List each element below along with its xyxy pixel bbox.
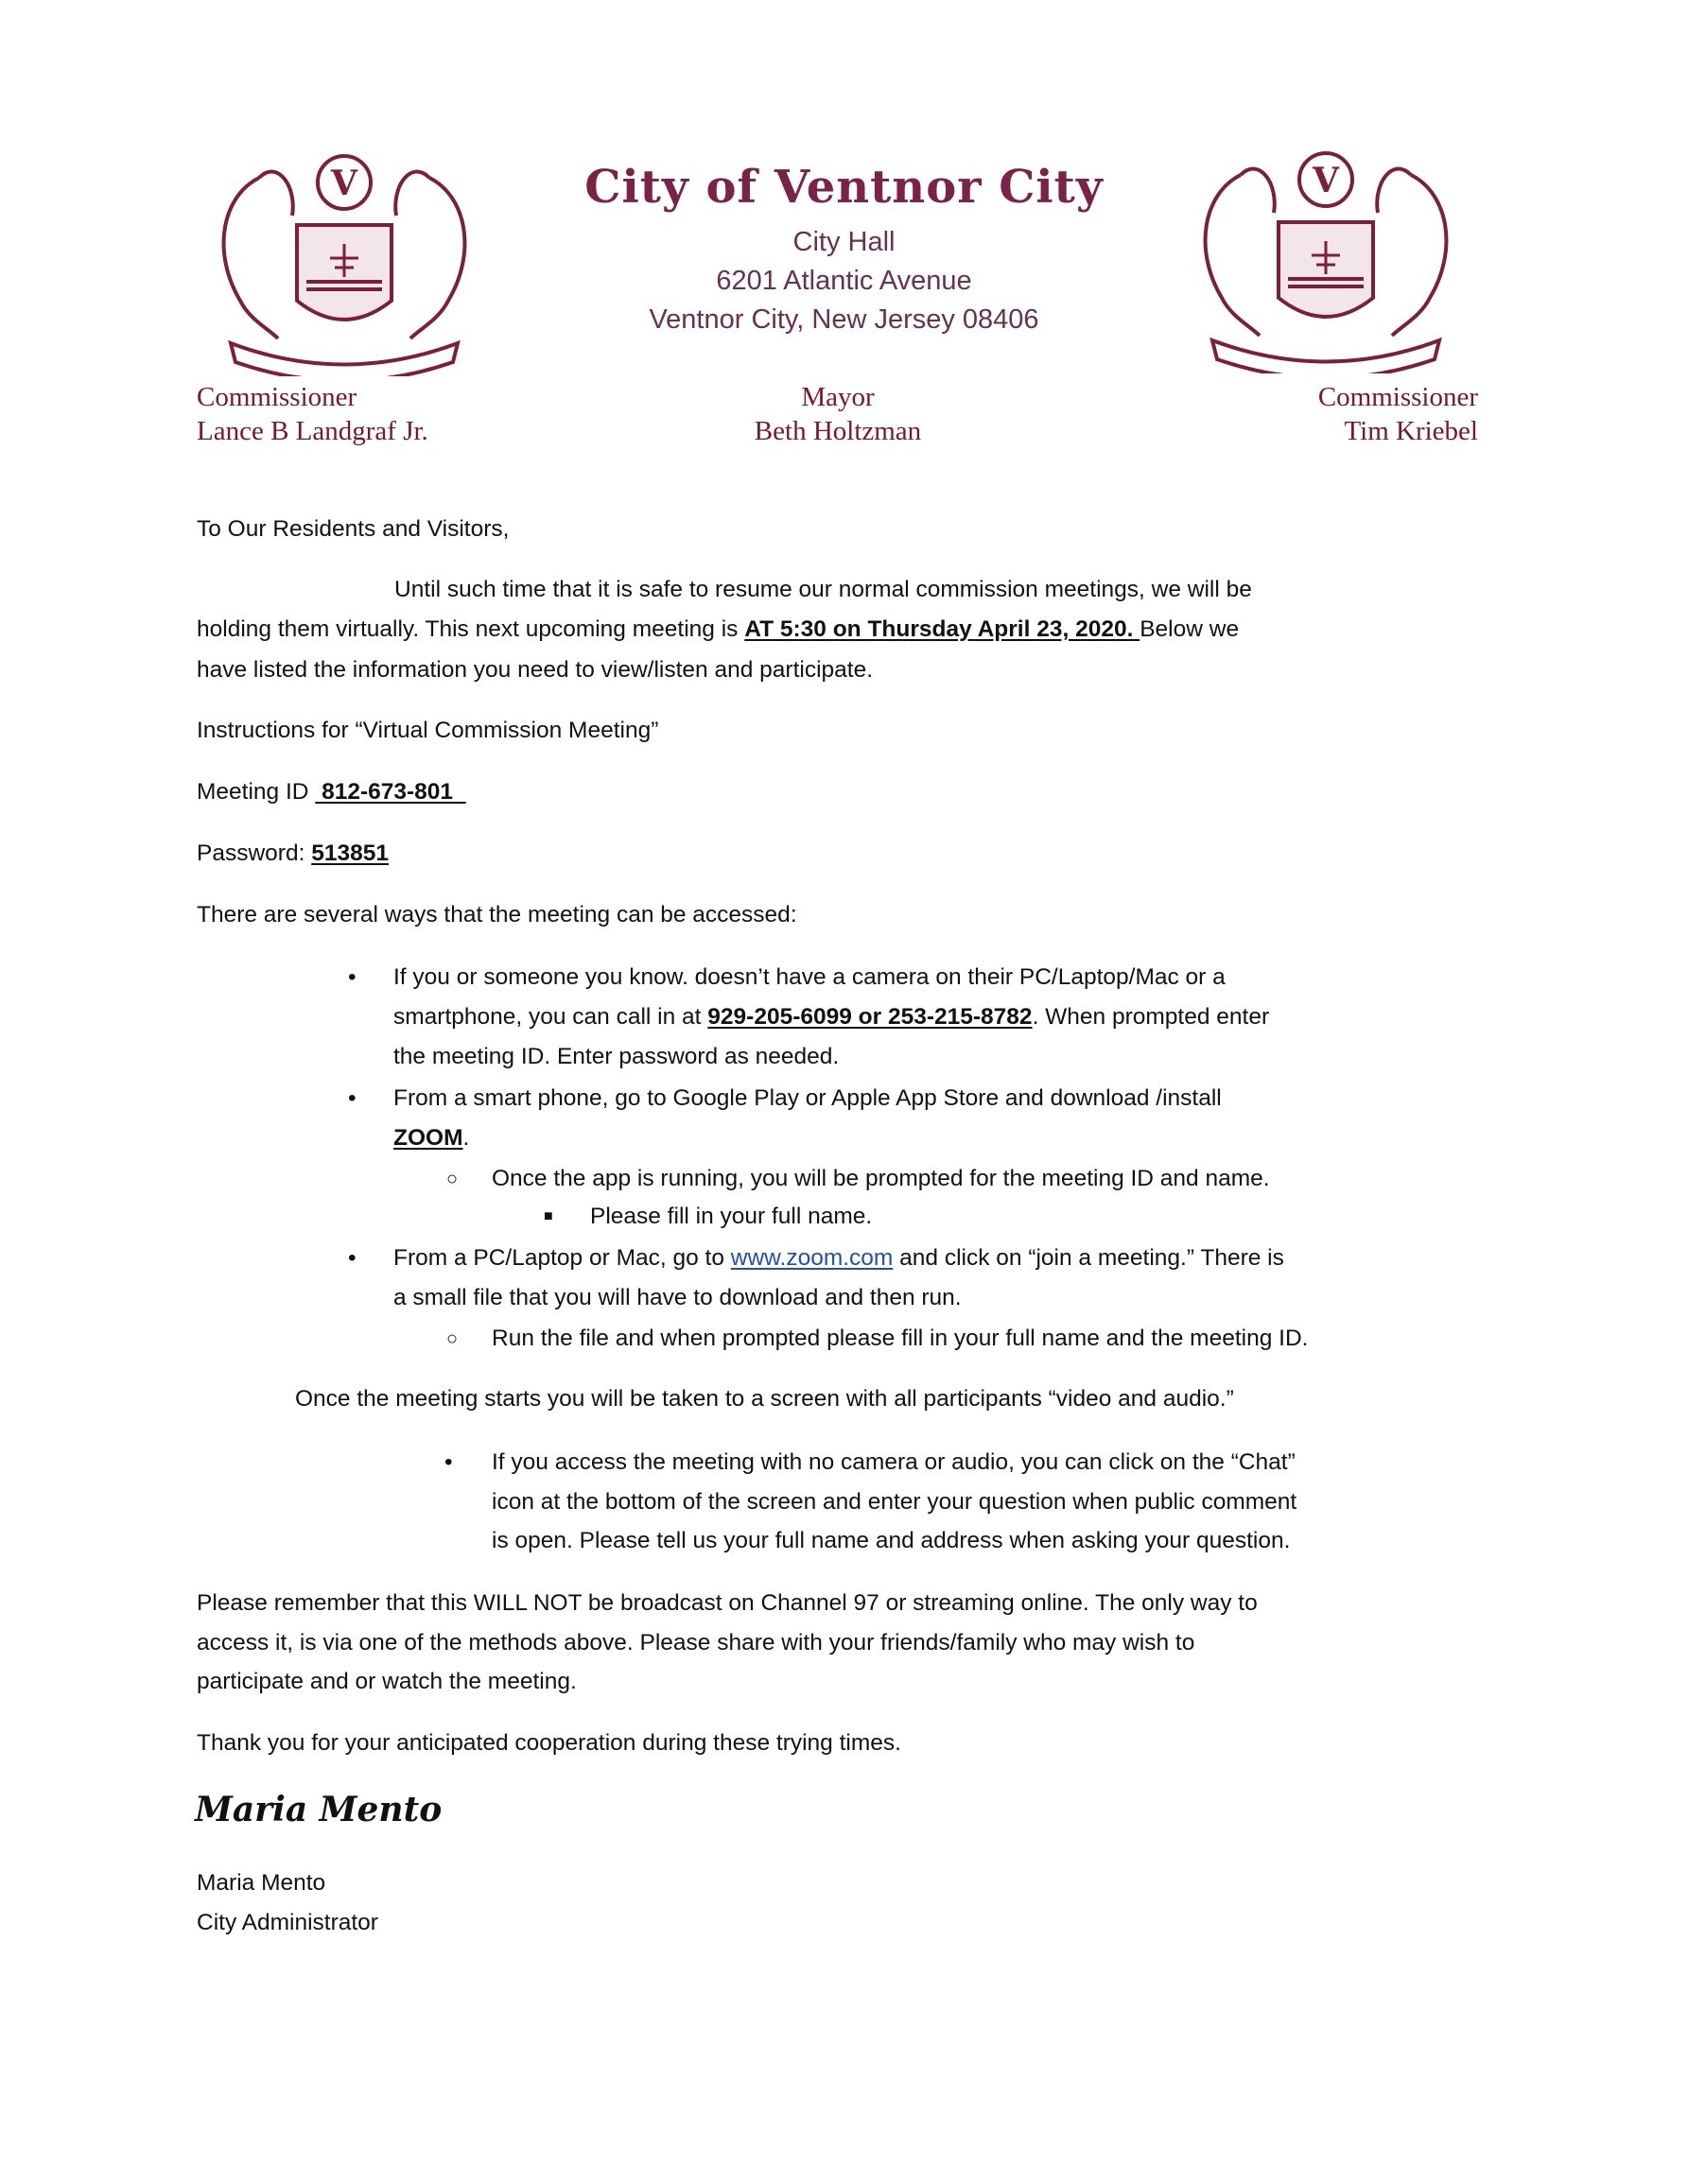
bullet-icon: •: [444, 1449, 453, 1475]
official-name-left: Lance B Landgraf Jr.: [197, 416, 428, 446]
bullet2-sub: Once the app is running, you will be prompted for the meeting ID and name.: [492, 1166, 1270, 1191]
bullet2-line-2: [393, 1124, 469, 1153]
bullet1-line-2: [393, 1003, 1269, 1031]
bullet-icon: •: [348, 1245, 357, 1271]
instructions-heading: Instructions for “Virtual Commission Meeting”: [197, 718, 659, 743]
meeting-id-value: 812-673-801: [315, 779, 466, 805]
address-line-1: City Hall: [792, 227, 896, 257]
bullet4-line-3: is open. Please tell us your full name and address when asking your question.: [492, 1528, 1291, 1553]
signer-name: Maria Mento: [197, 1870, 326, 1896]
bullet3-text: From a PC/Laptop or Mac, go to: [393, 1245, 731, 1271]
official-name-right: Tim Kriebel: [1344, 416, 1478, 446]
reminder-line-1: Please remember that this WILL NOT be broadcast on Channel 97 or streaming online. The only way to: [197, 1590, 1258, 1616]
official-role-center: Mayor: [801, 382, 875, 412]
bullet3-text-end: and click on “join a meeting.” There is: [893, 1245, 1284, 1271]
svg-text:V: V: [1313, 161, 1339, 200]
bullet-icon: •: [348, 964, 357, 990]
signature: Maria Mento: [195, 1790, 443, 1829]
bullet1-line-1: If you or someone you know. doesn’t have a camera on their PC/Laptop/Mac or a: [393, 964, 1226, 990]
period: .: [462, 1125, 470, 1151]
letterhead-title: City of Ventnor City: [584, 161, 1104, 214]
thanks: Thank you for your anticipated cooperation during these trying times.: [197, 1730, 901, 1756]
svg-text:V: V: [331, 164, 357, 203]
intro-line-1: Until such time that it is safe to resume our normal commission meetings, we will be: [394, 577, 1252, 602]
bullet3-line-1: [393, 1244, 1284, 1273]
meeting-start-text: Once the meeting starts you will be taken to a screen with all participants “video and audio.”: [295, 1386, 1234, 1412]
password-line: [197, 840, 389, 868]
official-name-center: Beth Holtzman: [754, 416, 922, 446]
reminder-line-3: participate and or watch the meeting.: [197, 1669, 577, 1694]
square-bullet-icon: ■: [544, 1208, 553, 1224]
intro-text: holding them virtually. This next upcoming meeting is: [197, 616, 745, 642]
bullet-icon: •: [348, 1085, 357, 1111]
official-role-right: Commissioner: [1317, 382, 1478, 412]
intro-line-2: [197, 615, 1239, 644]
bullet3-line-2: a small file that you will have to download and then run.: [393, 1285, 962, 1310]
phone-numbers: 929-205-6099 or 253-215-8782: [707, 1004, 1033, 1030]
circle-bullet-icon: ○: [446, 1169, 459, 1189]
intro-text-end: Below we: [1140, 616, 1240, 642]
zoom-app-name: ZOOM: [393, 1125, 463, 1151]
bullet1-text: smartphone, you can call in at: [393, 1004, 708, 1030]
bullet1-line-3: the meeting ID. Enter password as needed.: [393, 1044, 840, 1069]
bullet4-line-2: icon at the bottom of the screen and enter your question when public comment: [492, 1489, 1297, 1515]
bullet1-text-end: . When prompted enter: [1032, 1004, 1270, 1030]
meeting-id-label: Meeting ID: [197, 779, 316, 805]
intro-line-3: have listed the information you need to view/listen and participate.: [197, 657, 874, 683]
meeting-date: AT 5:30 on Thursday April 23, 2020.: [744, 616, 1140, 642]
bullet4-line-1: If you access the meeting with no camera or audio, you can click on the “Chat”: [492, 1449, 1296, 1475]
official-role-left: Commissioner: [197, 382, 357, 412]
password-label: Password:: [197, 841, 312, 866]
bullet3-sub: Run the file and when prompted please fill in your full name and the meeting ID.: [492, 1326, 1309, 1351]
circle-bullet-icon: ○: [446, 1328, 459, 1349]
ways-intro: There are several ways that the meeting can be accessed:: [197, 902, 797, 927]
salutation: To Our Residents and Visitors,: [197, 516, 510, 542]
password-value: 513851: [311, 841, 389, 866]
address-line-2: 6201 Atlantic Avenue: [716, 266, 972, 296]
reminder-line-2: access it, is via one of the methods above. Please share with your friends/family who may wish to: [197, 1630, 1195, 1655]
zoom-link[interactable]: www.zoom.com: [730, 1245, 894, 1271]
address-line-3: Ventnor City, New Jersey 08406: [649, 304, 1039, 335]
meeting-id-line: [197, 778, 466, 806]
signer-title: City Administrator: [197, 1910, 378, 1935]
bullet2-line-1: From a smart phone, go to Google Play or Apple App Store and download /install: [393, 1085, 1222, 1111]
bullet2-subsub: Please fill in your full name.: [590, 1204, 873, 1229]
